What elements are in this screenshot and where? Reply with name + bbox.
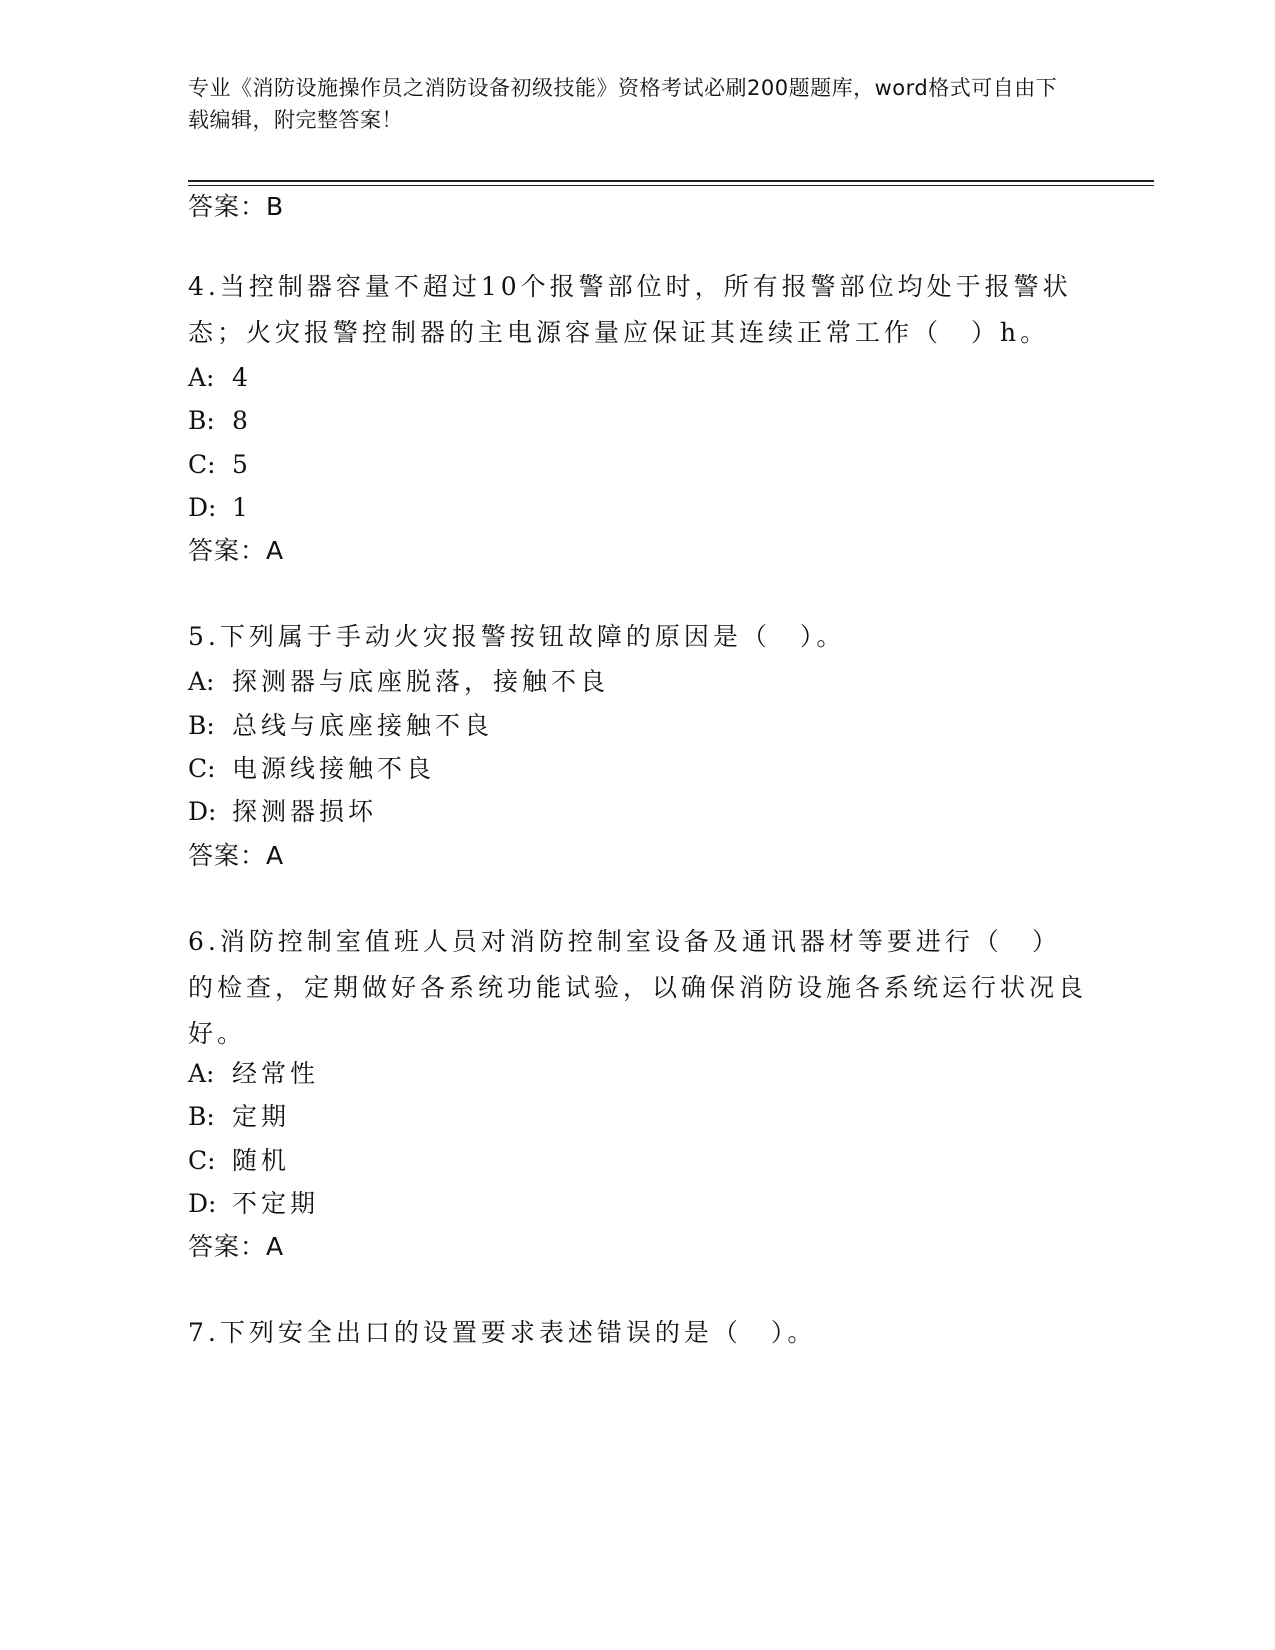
question-5-text: 5.下列属于手动火灾报警按钮故障的原因是（ ）。 xyxy=(188,622,846,651)
option-text: 经常性 xyxy=(232,1059,320,1088)
option-text: 5 xyxy=(232,450,252,479)
option-label: D: xyxy=(188,493,217,522)
question-4-option-a xyxy=(188,361,252,395)
option-text: 电源线接触不良 xyxy=(232,754,436,783)
question-6-option-d xyxy=(188,1187,319,1221)
question-7-text: 7.下列安全出口的设置要求表述错误的是（ ）。 xyxy=(188,1318,817,1347)
header-divider-thin xyxy=(188,185,1154,186)
question-4-text: 4.当控制器容量不超过10个报警部位时，所有报警部位均处于报警状态；火灾报警控制器的主电源容量应保证其连续正常工作（ ）h。 xyxy=(188,272,1072,347)
question-6-option-b xyxy=(188,1100,290,1134)
option-label: D: xyxy=(188,1189,217,1218)
question-4-option-d xyxy=(188,491,252,525)
question-5-option-b xyxy=(188,709,493,743)
option-label: C: xyxy=(188,450,216,479)
header-divider-thick xyxy=(188,180,1154,182)
option-text: 随机 xyxy=(232,1146,291,1175)
option-label: B: xyxy=(188,711,215,740)
question-4-option-b xyxy=(188,404,252,438)
option-text: 8 xyxy=(232,406,252,435)
question-6-option-c xyxy=(188,1144,290,1178)
option-label: C: xyxy=(188,754,216,783)
question-6-text: 6.消防控制室值班人员对消防控制室设备及通讯器材等要进行（ ）的检查，定期做好各系统功能试验，以确保消防设施各系统运行状况良好。 xyxy=(188,927,1088,1048)
question-5-option-d xyxy=(188,795,377,829)
option-text: 不定期 xyxy=(232,1189,320,1218)
answer-previous-question: 答案：B xyxy=(188,192,285,221)
question-5-option-c xyxy=(188,752,435,786)
question-4-answer: 答案：A xyxy=(188,536,285,565)
option-label: B: xyxy=(188,1102,215,1131)
document-header: 专业《消防设施操作员之消防设备初级技能》资格考试必刷200题题库，word格式可自由下载编辑，附完整答案！ xyxy=(188,76,1058,132)
option-text: 4 xyxy=(232,363,252,392)
option-label: A: xyxy=(188,1059,215,1088)
option-text: 定期 xyxy=(232,1102,291,1131)
option-text: 总线与底座接触不良 xyxy=(232,711,494,740)
option-label: A: xyxy=(188,363,215,392)
question-6-option-a xyxy=(188,1057,319,1091)
question-4-option-c xyxy=(188,448,252,482)
question-5-answer: 答案：A xyxy=(188,841,285,870)
option-text: 探测器与底座脱落，接触不良 xyxy=(232,667,610,696)
option-label: B: xyxy=(188,406,215,435)
option-label: A: xyxy=(188,667,215,696)
question-5-option-a xyxy=(188,665,609,699)
option-label: D: xyxy=(188,797,217,826)
option-text: 1 xyxy=(232,493,252,522)
option-text: 探测器损坏 xyxy=(232,797,378,826)
option-label: C: xyxy=(188,1146,216,1175)
question-6-answer: 答案：A xyxy=(188,1232,285,1261)
